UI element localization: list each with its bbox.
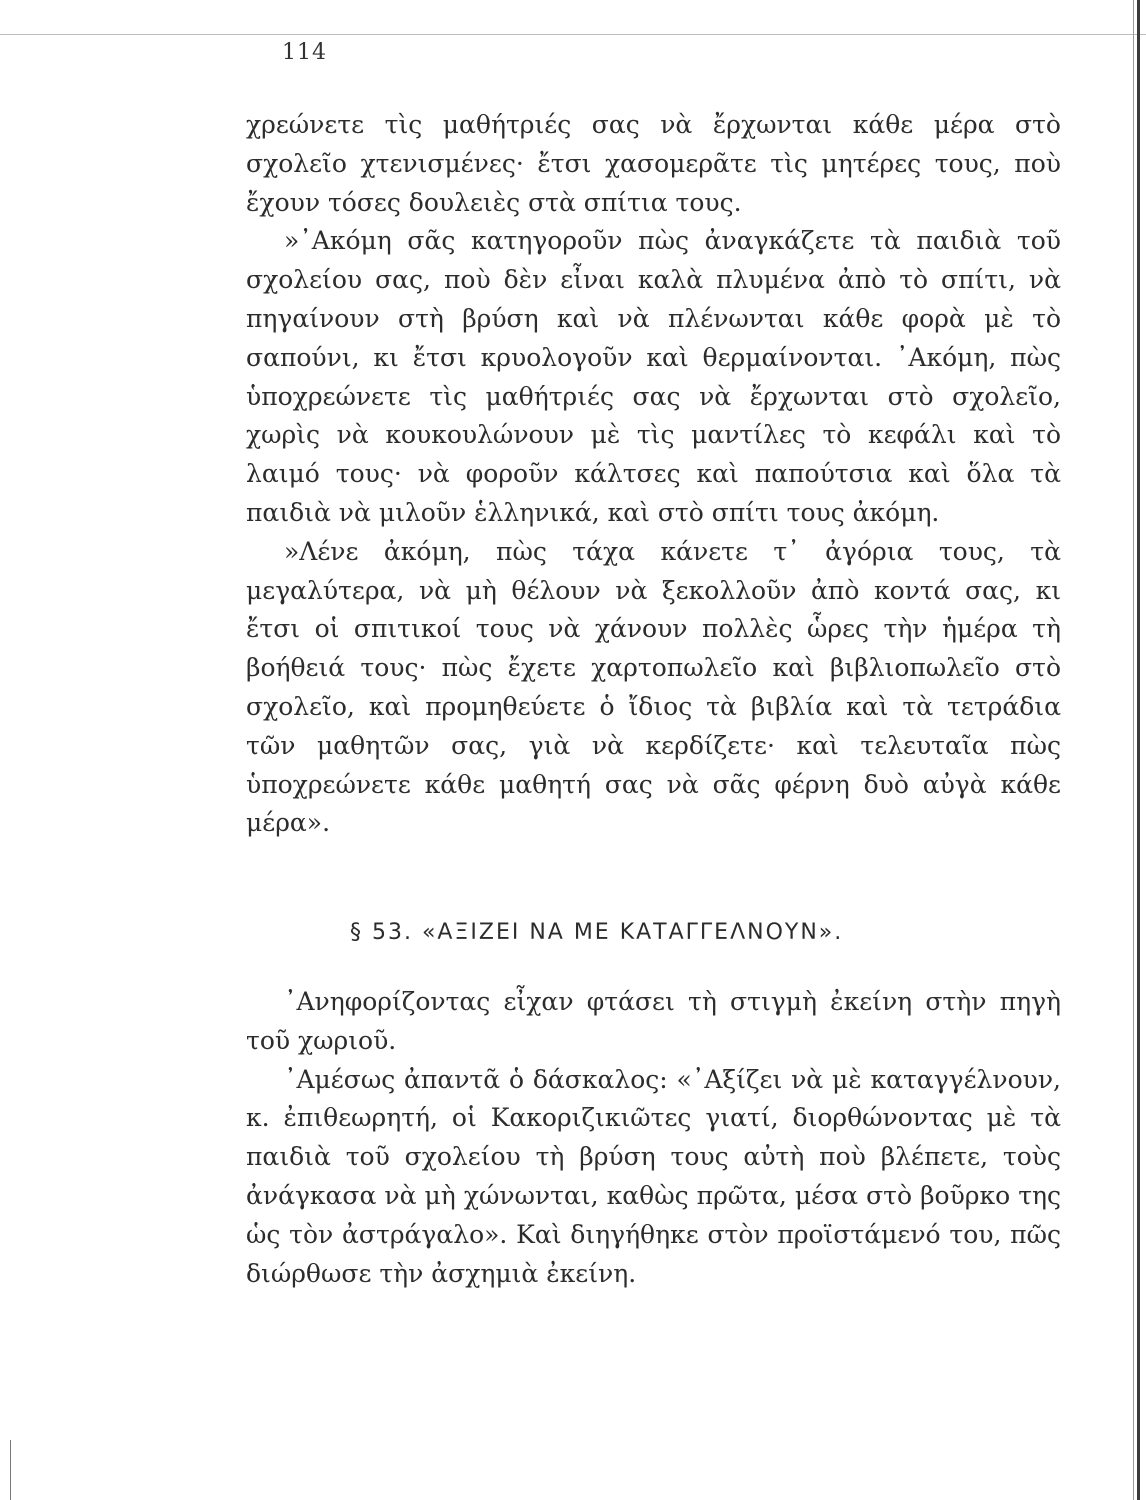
scan-right-edge-faint	[1133, 0, 1134, 1500]
scan-left-mark	[10, 1440, 11, 1500]
paragraph-continuation: χρεώνετε τὶς μαθήτριές σας νὰ ἔρχωνται κάθε μέρα στὸ σχολεῖο χτενισμένες· ἔτσι χασομερᾶτε τὶς μητέρες τους, ποὺ ἔχουν τόσες δουλειὲς στὰ σπίτια τους.	[246, 110, 1061, 217]
paragraph-teacher-reply: ᾿Αμέσως ἀπαντᾶ ὁ δάσκαλος: «᾿Αξίζει νὰ μὲ καταγγέλνουν, κ. ἐπιθεωρητή, οἱ Κακοριζικιῶτες γιατί, διορθώνοντας μὲ τὰ παιδιὰ τοῦ σχολείου τὴ βρύση τους αὐτὴ ποὺ βλέπετε, τοὺς ἀνάγκασα νὰ μὴ χώνωνται, καθὼς πρῶτα, μέσα στὸ βοῦρκο της ὡς τὸν ἀστράγαλο». Καὶ διηγήθηκε στὸν προϊστάμενό του, πῶς διώρθωσε τὴν ἀσχημιὰ ἐκείνη.	[246, 1064, 1061, 1288]
body-text-bottom	[246, 983, 1061, 1293]
page-number: 114	[282, 40, 327, 65]
section-heading: § 53. «ΑΞΙΖΕΙ ΝΑ ΜΕ ΚΑΤΑΓΓΕΛΝΟΥΝ».	[350, 920, 844, 945]
paragraph-more-accusations: »Λένε ἀκόμη, πὼς τάχα κάνετε τ᾿ ἀγόρια τους, τὰ μεγαλύτερα, νὰ μὴ θέλουν νὰ ξεκολλοῦν ἀπὸ κοντά σας, κι ἔτσι οἱ σπιτικοί τους νὰ χάνουν πολλὲς ὧρες τὴν ἡμέρα τὴ βοήθειά τους· πὼς ἔχετε χαρτοπωλεῖο καὶ βιβλιοπωλεῖο στὸ σχολεῖο, καὶ προμηθεύετε ὁ ἴδιος τὰ βιβλία καὶ τὰ τετράδια τῶν μαθητῶν σας, γιὰ νὰ κερδίζετε· καὶ τελευταῖα πὼς ὑποχρεώνετε κάθε μαθητή σας νὰ σᾶς φέρνη δυὸ αὐγὰ κάθε μέρα».	[246, 536, 1061, 838]
body-text-top	[246, 106, 1061, 843]
scan-top-rule	[0, 34, 1146, 35]
scan-right-edge	[1137, 0, 1140, 1500]
paragraph-accusations: »᾿Ακόμη σᾶς κατηγοροῦν πὼς ἀναγκάζετε τὰ παιδιὰ τοῦ σχολείου σας, ποὺ δὲν εἶναι καλὰ πλυμένα ἀπὸ τὸ σπίτι, νὰ πηγαίνουν στὴ βρύση καὶ νὰ πλένωνται κάθε φορὰ μὲ τὸ σαπούνι, κι ἔτσι κρυολογοῦν καὶ θερμαίνονται. ᾿Ακόμη, πὼς ὑποχρεώνετε τὶς μαθήτριές σας νὰ ἔρχωνται στὸ σχολεῖο, χωρὶς νὰ κουκουλώνουν μὲ τὶς μαντίλες τὸ κεφάλι καὶ τὸ λαιμό τους· νὰ φοροῦν κάλτσες καὶ παπούτσια καὶ ὅλα τὰ παιδιὰ νὰ μιλοῦν ἑλληνικά, καὶ στὸ σπίτι τους ἀκόμη.	[246, 226, 1061, 527]
paragraph-arrival: ᾿Ανηφορίζοντας εἶχαν φτάσει τὴ στιγμὴ ἐκείνη στὴν πηγὴ τοῦ χωριοῦ.	[246, 987, 1061, 1055]
